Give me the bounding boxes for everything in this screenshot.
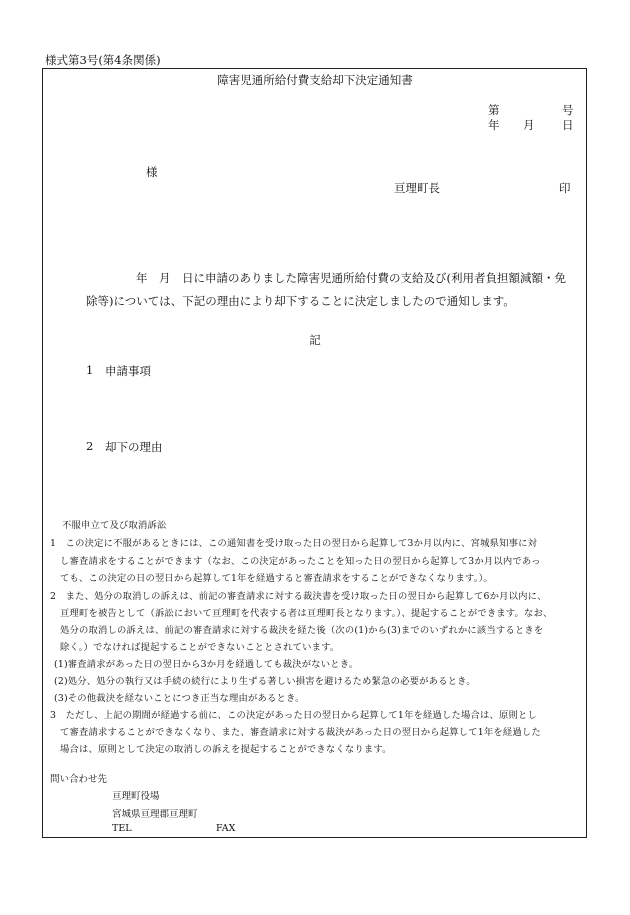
- appeal-line: ても、この決定の日の翌日から起算して1年を経過すると審査請求をすることができなくなります。）。: [60, 573, 493, 584]
- item-2-number: 2: [86, 439, 94, 453]
- number-prefix: 第: [488, 103, 500, 117]
- appeal-line: (1)審査請求があった日の翌日から3か月を経過しても裁決がないとき。: [54, 659, 359, 670]
- appeal-line: 1 この決定に不服があるときには、この通知書を受け取った日の翌日から起算して3か月以内に、宮城県知事に対: [50, 538, 538, 549]
- appeal-line: 除く。）でなければ提起することができないこととされています。: [60, 642, 340, 653]
- contact-tel-label: TEL: [112, 823, 132, 834]
- date-day: 日: [562, 118, 574, 132]
- appeal-line: 処分の取消しの訴えは、前記の審査請求に対する裁決を経た後（次の(1)から(3)までのいずれかに該当するときを: [60, 625, 544, 636]
- number-suffix: 号: [562, 103, 574, 117]
- date-month: 月: [523, 118, 535, 132]
- form-label: 様式第3号(第4条関係): [45, 53, 161, 67]
- appeal-line: 亘理町を被告として（訴訟において亘理町を代表する者は亘理町長となります。）、提起することができます。なお、: [60, 608, 553, 619]
- appeal-line: て審査請求することができなくなり、また、審査請求に対する裁決があった日の翌日から起算して1年を経過した: [60, 727, 541, 738]
- ki-heading: 記: [309, 333, 321, 347]
- contact-office: 亘理町役場: [112, 791, 160, 802]
- addressee-suffix: 様: [146, 165, 158, 179]
- appeal-line: し審査請求をすることができます（なお、この決定があったことを知った日の翌日から起算して3か月以内であっ: [60, 556, 541, 567]
- item-2-label: 却下の理由: [105, 440, 163, 454]
- appeal-line: 2 また、処分の取消しの訴えは、前記の審査請求に対する裁決書を受け取った日の翌日から起算して6か月以内に、: [50, 591, 547, 602]
- appeal-line: 3 ただし、上記の期間が経過する前に、この決定があった日の翌日から起算して1年を経過した場合は、原則とし: [50, 710, 537, 721]
- appeal-line: (3)その他裁決を経ないことにつき正当な理由があるとき。: [54, 693, 305, 704]
- appeal-line: 場合は、原則として決定の取消しの訴えを提起することができなくなります。: [60, 744, 392, 755]
- appeal-line: (2)処分、処分の執行又は手続の続行により生ずる著しい損害を避けるため緊急の必要があるとき。: [54, 676, 476, 687]
- item-1-number: 1: [86, 363, 94, 377]
- contact-fax-label: FAX: [216, 823, 236, 834]
- document-title: 障害児通所給付費支給却下決定通知書: [217, 73, 413, 87]
- contact-address: 宮城県亘理郡亘理町: [112, 809, 198, 820]
- body-line-1: 年 月 日に申請のありました障害児通所給付費の支給及び(利用者負担額減額・免: [136, 271, 566, 285]
- item-1-label: 申請事項: [105, 364, 151, 378]
- issuer-name: 亘理町長: [394, 181, 440, 195]
- body-line-2: 除等)については、下記の理由により却下することに決定しましたので通知します。: [86, 294, 515, 308]
- contact-heading: 問い合わせ先: [50, 774, 108, 785]
- seal-mark: 印: [559, 181, 571, 195]
- date-year: 年: [488, 118, 500, 132]
- appeal-heading: 不服申立て及び取消訴訟: [62, 520, 167, 531]
